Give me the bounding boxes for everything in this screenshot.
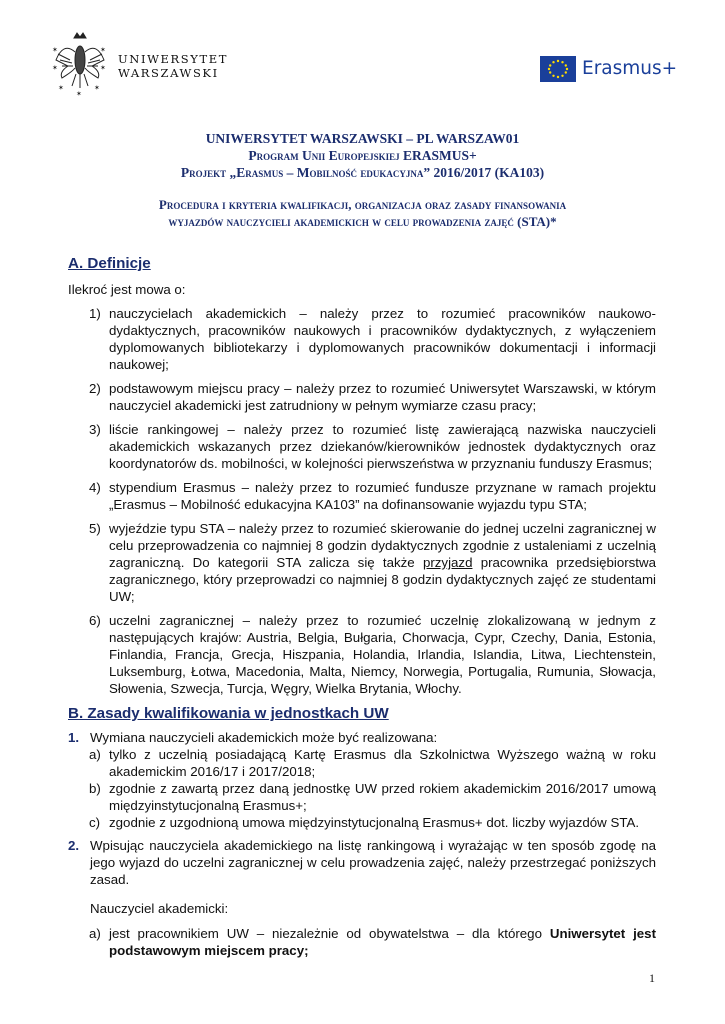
section-a-intro: Ilekroć jest mowa o: bbox=[68, 282, 186, 297]
svg-text:✶: ✶ bbox=[52, 46, 58, 54]
page-number: 1 bbox=[649, 971, 655, 985]
item-text: pracownika przedsiębiorstwa zagranicznego, który przeprowadzi co najmniej 8 godzin dydaktycznych zajęć ze studentami UW; bbox=[109, 555, 656, 604]
item-number: 2. bbox=[68, 838, 80, 853]
list-item bbox=[68, 729, 656, 831]
item-number: 6) bbox=[89, 613, 101, 628]
section-b-heading: B. Zasady kwalifikowania w jednostkach UW bbox=[68, 705, 389, 722]
document-subtitle bbox=[60, 196, 665, 230]
item-number: 2) bbox=[89, 381, 101, 396]
item-text-underlined: przyjazd bbox=[422, 555, 473, 570]
sub-list-item bbox=[68, 746, 656, 780]
item-text: podstawowym miejscu pracy – należy przez to rozumieć Uniwersytet Warszawski, w którym nauczyciel akademicki jest zatrudniony w pełnym wymiarze czasu pracy; bbox=[109, 381, 656, 413]
title-line3-prefix: Projekt „Erasmus – Mobilność edukacyjna” bbox=[180, 165, 434, 180]
section-a-heading: A. Definicje bbox=[68, 255, 151, 272]
item-number: 4) bbox=[89, 480, 101, 495]
svg-text:✶: ✶ bbox=[94, 84, 100, 92]
title-line3 bbox=[60, 164, 665, 181]
item-number: 3) bbox=[89, 422, 101, 437]
item-text: liście rankingowej – należy przez to rozumieć listę zawierającą nazwiska nauczycieli akademickich wskazanych przez dziekanów/kierowników jednostek dydaktycznych oraz koordynatorów ds. mobilności, w kolejności pierwszeństwa w przyznaniu funduszy Erasmus; bbox=[109, 422, 656, 471]
item-text: zgodnie z zawartą przez daną jednostkę UW przed rokiem akademickim 2016/2017 umową międzyinstytucjonalną Erasmus+; bbox=[109, 781, 656, 813]
svg-text:✶: ✶ bbox=[100, 46, 106, 54]
definitions-list bbox=[68, 305, 656, 697]
svg-text:✶: ✶ bbox=[58, 84, 64, 92]
item-text: wyjeździe typu STA – należy przez to rozumieć skierowanie do jednej uczelni zagranicznej w celu przeprowadzenia co najmniej 8 godzin dydaktycznych zgodnie z ustaleniami z uczelnią zagraniczną. Do kategorii STA zalicza się także bbox=[109, 521, 656, 570]
erasmus-logo bbox=[540, 56, 680, 86]
item-number: b) bbox=[89, 781, 101, 796]
sub-list-item bbox=[68, 925, 656, 959]
item-text: Wpisując nauczyciela akademickiego na listę rankingową i wyrażając w ten sposób zgodę na jego wyjazd do uczelni zagranicznej w celu prowadzenia zajęć, należy przestrzegać poniższych zasad. bbox=[90, 838, 656, 887]
svg-text:✶: ✶ bbox=[100, 64, 106, 72]
university-name-line1: UNIWERSYTET bbox=[118, 52, 228, 66]
item-text: jest pracownikiem UW – niezależnie od obywatelstwa – dla którego bbox=[109, 926, 550, 941]
sub-list-item bbox=[68, 814, 656, 831]
item-number: a) bbox=[89, 926, 101, 941]
item-number: a) bbox=[89, 747, 101, 762]
title-line1: UNIWERSYTET WARSZAWSKI – PL WARSZAW01 bbox=[205, 131, 520, 146]
item-number: 1. bbox=[68, 730, 80, 745]
list-item bbox=[68, 837, 656, 888]
document-body bbox=[68, 254, 656, 959]
title-line3-suffix: 2016/2017 (KA103) bbox=[433, 165, 545, 180]
university-name-line2: WARSZAWSKI bbox=[118, 66, 219, 80]
item-text: tylko z uczelnią posiadającą Kartę Erasmus dla Szkolnictwa Wyższego ważną w roku akademickim 2016/17 i 2017/2018; bbox=[109, 747, 656, 779]
teacher-list bbox=[68, 925, 656, 959]
item-number: 5) bbox=[89, 521, 101, 536]
item-number: 1) bbox=[89, 306, 101, 321]
list-item bbox=[68, 612, 656, 697]
item-text: nauczycielach akademickich – należy przez to rozumieć pracowników naukowo-dydaktycznych, pracowników naukowych i pracowników dydaktycznych, z wyłączeniem dyplomowanych bibliotekarzy i dyplomowanych pracowników dokumentacji i informacji naukowej; bbox=[109, 306, 656, 372]
university-name bbox=[118, 52, 228, 80]
svg-text:✶: ✶ bbox=[76, 90, 82, 96]
subtitle-line1: Procedura i kryteria kwalifikacji, organizacja oraz zasady finansowania bbox=[158, 197, 567, 212]
item-text: Wymiana nauczycieli akademickich może być realizowana: bbox=[90, 730, 438, 745]
eu-flag-icon bbox=[540, 56, 576, 82]
item-text: zgodnie z uzgodnioną umowa międzyinstytucjonalną Erasmus+ dot. liczby wyjazdów STA. bbox=[109, 815, 640, 830]
list-item bbox=[68, 305, 656, 373]
teacher-label: Nauczyciel akademicki: bbox=[90, 901, 229, 916]
subtitle-line2: wyjazdów nauczycieli akademickich w celu prowadzenia zajęć (STA)* bbox=[168, 214, 557, 229]
list-item bbox=[68, 421, 656, 472]
sub-list-item bbox=[68, 780, 656, 814]
list-item bbox=[68, 479, 656, 513]
erasmus-wordmark: Erasmus+ bbox=[582, 58, 678, 79]
list-item bbox=[68, 380, 656, 414]
sub-list bbox=[68, 746, 656, 831]
item-number: c) bbox=[89, 815, 101, 830]
eagle-emblem-icon bbox=[50, 30, 110, 96]
item-text: stypendium Erasmus – należy przez to rozumieć fundusze przyznane w ramach projektu „Erasmus – Mobilność edukacyjna KA103” na dofinansowanie wyjazdu typu STA; bbox=[109, 480, 656, 512]
university-logo bbox=[50, 30, 228, 96]
item-text: uczelni zagranicznej – należy przez to rozumieć uczelnię zlokalizowaną w jednym z następujących krajów: Austria, Belgia, Bułgaria, Chorwacja, Cypr, Czechy, Dania, Estonia, Finlandia, Francja, Grecja, Hiszpania, Holandia, Irlandia, Islandia, Litwa, Liechtenstein, Luksemburg, Łotwa, Macedonia, Malta, Niemcy, Norwegia, Portugalia, Rumunia, Słowacja, Słowenia, Szwecja, Turcja, Węgry, Wielka Brytania, Włochy. bbox=[109, 613, 656, 696]
item-text-bold: Uniwersytet jest podstawowym miejscem pracy; bbox=[109, 926, 656, 958]
document-title bbox=[60, 130, 665, 181]
rules-list bbox=[68, 729, 656, 888]
title-line2: Program Unii Europejskiej ERASMUS+ bbox=[248, 148, 477, 163]
svg-text:✶: ✶ bbox=[52, 64, 58, 72]
list-item bbox=[68, 520, 656, 605]
